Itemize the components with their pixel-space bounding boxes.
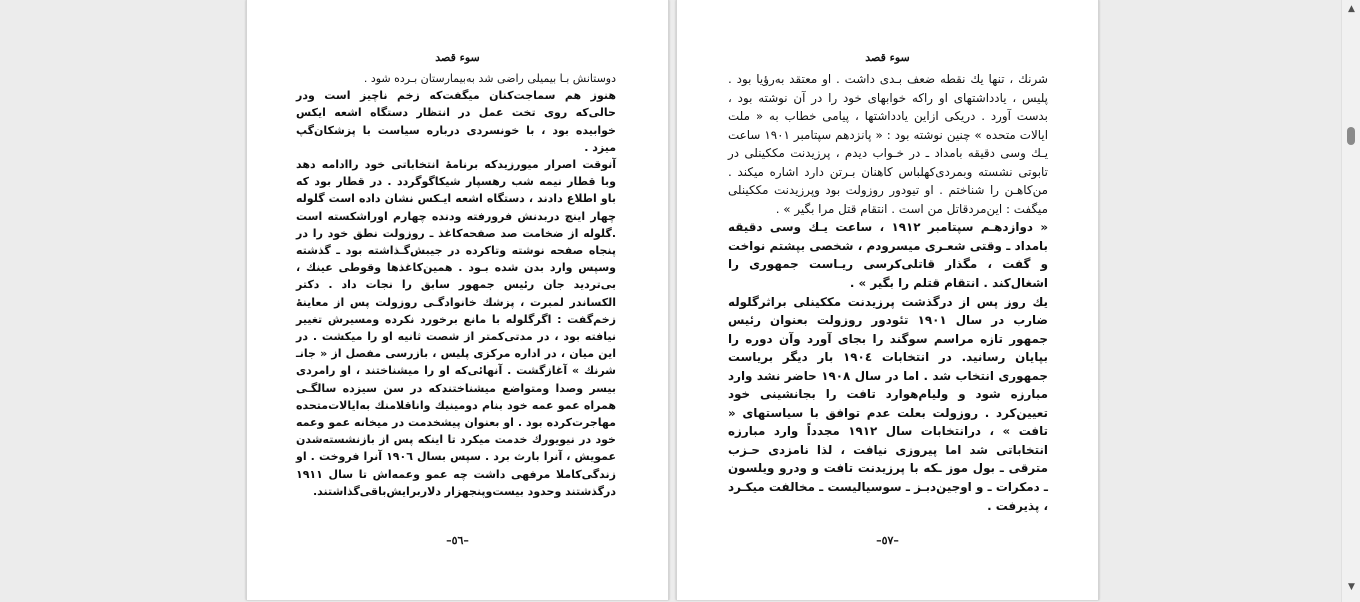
paragraph: آنوقت اصرار میورزید‌که برنامهٔ انتخاباتی خود راادامه دهد وبا قطار نیمه شب رهسپار شیکاگوگردد . در قطار بود که باو اطلاع دادند ، دستگاه اشعه ایـکس نشان داده است گلوله چهار اینچ دربدنش فرورفته ودنده چهارم اوراشکسته است .گلوله از ضخامت صد صفحه‌کاغذ ـ روزولت نطق خود را در پنجاه صفحه نوشته وتاکرده در جیبش‌گـذاشته بود ـ گذشته وسپس وارد بدن شده بـود . همین‌کاغذها وقوطی عینك ، بی‌تردید جان رئیس جمهور سابق را نجات داد . دکتر الکساندر لمبرت ، پزشك خانوادگـی روزولت پس از معاینهٔ زخم‌گفت : اگرگلوله با مانع برخورد نکرده ومسیرش تغییر نیافته بود ، در مدتی‌کمتر از شصت ثانیه او را میکشت . در این میان ، در اداره مرکزی پلیس ، بازرسی مفصل از « جانـ شرنك » آغازگشت . آنهائی‌که او را میشناختند ، او رامردی بیسر وصدا ومتواضع میشناختندکه در سن سیزده سالگـی همراه عمو عمه خود بنام دومینیك واناقلامنك به‌ایالات‌متحده مهاجرت‌کرده بود . او بعنوان پیشخدمت در میخانه عمو وعمه خود در نیویورك خدمت میکرد تا اینکه پس از بازنشسته‌شدن عمویش ، آنرا بارث برد . سپس بسال ١٩٠٦ آنرا فروخت . او زندگی‌کاملا مرفهی داشت چه عمو وعمه‌اش تا سال ١٩١١ درگذشتند وحدود بیست‌وپنجهزار دلاربرایش‌باقی‌گذاشتند. (296, 158, 617, 498)
vertical-scrollbar[interactable] (1341, 0, 1360, 602)
page-body (728, 70, 1048, 515)
running-header: سوء قصد (435, 51, 480, 64)
scroll-up-icon[interactable]: ▲ (1348, 4, 1355, 14)
page-56 (246, 0, 669, 600)
paragraph: هنوز هم سماجت‌کنان میگفت‌که زخم ناچیز است ودر حالی‌که روی تخت عمل در انتظار دستگاه اشعه ایکس خوابیده بود ، با خونسردی درباره سیاست با پزشکان‌گپ میزد . (296, 89, 616, 154)
running-header: سوء قصد (865, 51, 910, 64)
page-number: –٥٧– (876, 534, 899, 547)
paragraph: دوستانش بـا بیمیلی راضی شد به‌بیمارستان بـرده شود . (363, 72, 616, 85)
scroll-thumb[interactable] (1347, 127, 1355, 145)
page-body (296, 70, 616, 500)
scroll-down-icon[interactable]: ▼ (1348, 582, 1355, 592)
paragraph: یك روز پس از درگذشت پرزیدنت مککینلی براثرگلوله ضارب در سال ١٩٠١ تئودور روزولت بعنوان رئیس جمهور تازه مراسم سوگند را بجای آورد وآن دوره را بپایان رسانید. در انتخابات ١٩٠٤ بار دیگر بریاست جمهوری انتخاب شد . اما در سال ١٩٠٨ حاضر نشد وارد مبارزه شود و ولیام‌هوارد تافت را بجانشینی خود تعیین‌کرد . روزولت بعلت عدم توافق با سیاستهای « تافت » ، درانتخابات سال ١٩١٢ مجدداً وارد مبارزه انتخاباتی شد اما پیروزی نیافت ، لذا نامزدی حـزب مترقی ـ بول موز ـکه با پرزیدنت تافت و ودرو ویلسون ـ دمکرات ـ و اوجین‌دبـز ـ سوسیالیست ـ مخالفت میکـرد ، پذیرفت . (728, 294, 1048, 513)
paragraph: « دوازدهـم سپتامبر ١٩١٢ ، ساعت یـك وسی دقیقه بامداد ـ وقتی شعـری میسرودم ، شخصی بپشتم نواخت و گفت ، مگذار قاتلی‌کرسی ریـاست جمهوری را اشغال‌کند . انتقام قتلم را بگیر » . (728, 220, 1048, 291)
paragraph: شرنك ، تنها یك نقطه ضعف بـدی داشت . او معتقد به‌رؤیا بود . پلیس ، یادداشتهای او راکه خوابهای خود را در آن نوشته بود ، بدست آورد . دریکی ازاین یادداشتها ، پیامی خطاب به « ملت ایالات متحده » چنین نوشته بود : « پانزدهم سپتامبر ١٩٠١ ساعت یـك وسی دقیقه بامداد ـ در خـواب دیدم ، پرزیدنت مککینلی در تابوتی نشسته وبمردی‌کهلباس کاهنان بـرتن دارد اشاره میکند . من‌کاهـن را شناختم . او تیودور روزولت بود وپرزیدنت مککینلی میگفت : این‌مردقاتل من است . انتقام قتل مرا بگیر » . (728, 72, 1048, 216)
page-57 (676, 0, 1099, 600)
page-number: –٥٦– (446, 534, 469, 547)
